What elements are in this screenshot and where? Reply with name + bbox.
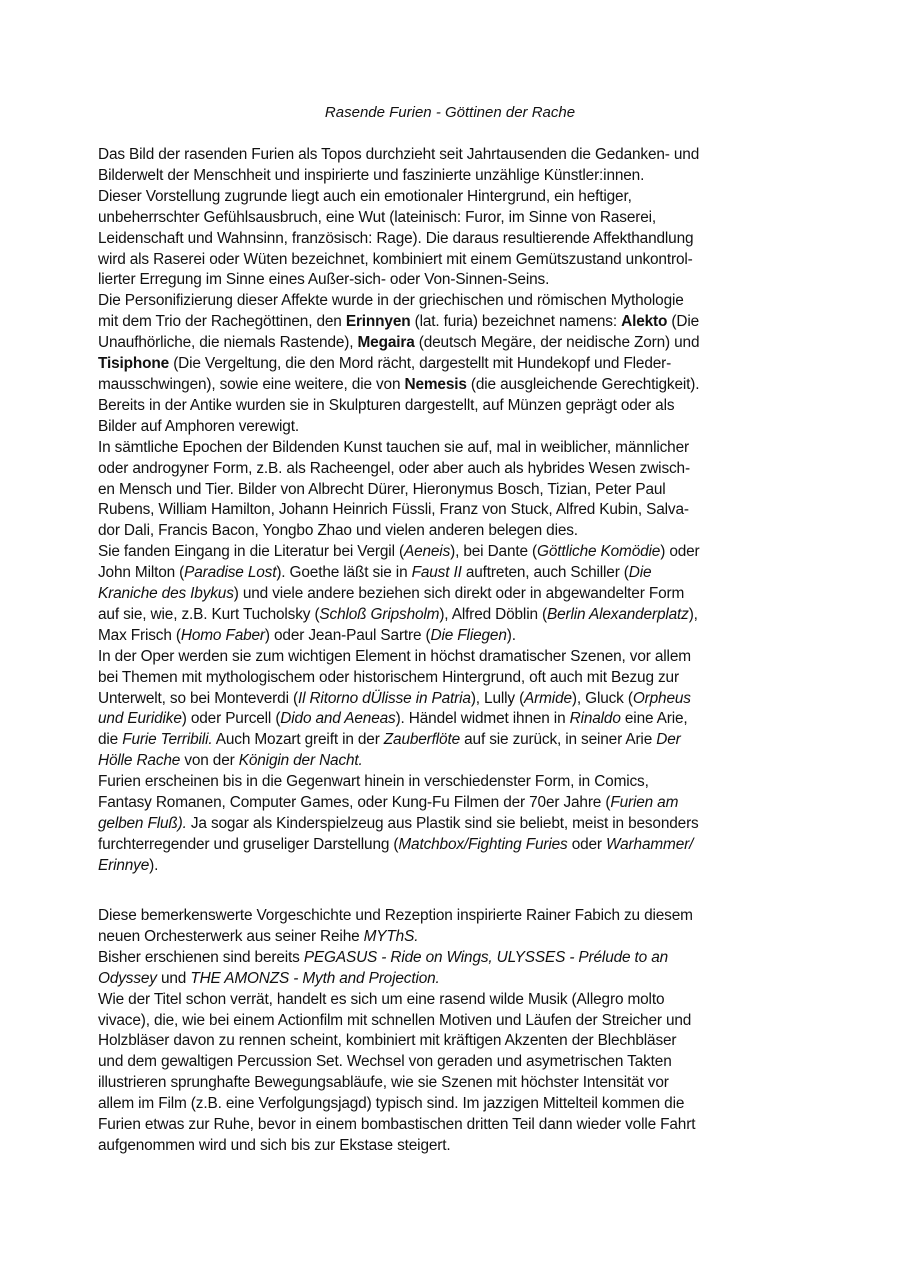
italic-text: MYThS. [363, 927, 419, 945]
text-line [98, 584, 806, 605]
text-segment: Max Frisch ( [98, 626, 181, 644]
italic-text: Königin der Nacht. [238, 752, 363, 770]
text-line [98, 521, 806, 542]
text-line [98, 500, 806, 521]
text-line [98, 291, 806, 312]
text-line [98, 948, 806, 969]
italic-text: Erinnye [98, 856, 150, 874]
bold-text: Nemesis [404, 375, 467, 393]
text-segment: Fantasy Romanen, Computer Games, oder Kung-Fu Filmen der 70er Jahre ( [98, 794, 611, 812]
text-line [98, 250, 806, 271]
text-segment: auf sie zurück, in seiner Arie [460, 731, 657, 749]
text-line [98, 270, 806, 291]
text-line [98, 312, 806, 333]
text-line [98, 417, 806, 438]
text-segment: Wie der Titel schon verrät, handelt es sich um eine rasend wilde Musik (Allegro molto [98, 990, 665, 1008]
text-segment: vivace), die, wie bei einem Actionfilm mit schnellen Motiven und Läufen der Streicher und [98, 1011, 692, 1029]
text-line [98, 709, 806, 730]
text-segment: Sie fanden Eingang in die Literatur bei Vergil ( [98, 543, 404, 561]
text-line [98, 1094, 806, 1115]
bold-text: Alekto [621, 313, 668, 331]
text-segment: illustrieren sprunghafte Bewegungsabläufe, wie sie Szenen mit höchster Intensität vor [98, 1074, 669, 1092]
text-line [98, 166, 806, 187]
italic-text: Schloß Gripsholm [319, 605, 440, 623]
text-line [98, 751, 806, 772]
text-line [98, 208, 806, 229]
text-segment: mit dem Trio der Rachegöttinen, den [98, 313, 346, 331]
text-segment: ), Alfred Döblin ( [439, 605, 547, 623]
text-line [98, 480, 806, 501]
text-line [98, 333, 806, 354]
text-segment: Furien etwas zur Ruhe, bevor in einem bombastischen dritten Teil dann wieder volle Fahrt [98, 1116, 696, 1134]
text-segment: oder [567, 835, 607, 853]
text-segment: ). Goethe läßt sie in [276, 564, 412, 582]
italic-text: gelben Fluß). [98, 815, 187, 832]
text-segment: Leidenschaft und Wahnsinn, französisch: Rage). Die daraus resultierende Affekthandlung [98, 229, 694, 247]
italic-text: Die [628, 564, 652, 582]
text-line [98, 396, 806, 417]
italic-text: Odyssey [98, 969, 157, 987]
text-line [98, 542, 806, 563]
text-segment: ), Gluck ( [571, 689, 633, 707]
text-segment: und dem gewaltigen Percussion Set. Wechsel von geraden und asymetrischen Takten [98, 1053, 672, 1071]
italic-text: THE AMONZS - Myth and Projection. [190, 969, 440, 987]
body-section-composition [98, 906, 806, 1157]
text-segment: unbeherrschter Gefühlsausbruch, eine Wut (lateinisch: Furor, im Sinne von Raserei, [98, 208, 657, 226]
italic-text: Rinaldo [569, 710, 621, 728]
text-segment: (Die Vergeltung, die den Mord rächt, dargestellt mit Hundekopf und Fleder- [169, 355, 672, 373]
text-segment: Holzbläser davon zu rennen scheint, kombiniert mit kräftigen Akzenten der Blechbläser [98, 1032, 677, 1050]
italic-text: PEGASUS - Ride on Wings, ULYSSES - Prélude to an [303, 948, 669, 966]
text-line [98, 1073, 806, 1094]
text-segment: dor Dali, Francis Bacon, Yongbo Zhao und vielen anderen belegen dies. [98, 522, 578, 540]
text-segment: allem im Film (z.B. eine Verfolgungsjagd) typisch sind. Im jazzigen Mittelteil kommen die [98, 1095, 685, 1113]
text-segment: ), [688, 605, 698, 623]
italic-text: Warhammer/ [606, 835, 694, 853]
text-segment: aufgenommen wird und sich bis zur Ekstase steigert. [98, 1136, 451, 1154]
bold-text: Megaira [357, 334, 415, 352]
text-segment: Das Bild der rasenden Furien als Topos durchzieht seit Jahrtausenden die Gedanken- und [98, 146, 700, 163]
italic-text: Paradise Lost [184, 564, 277, 582]
text-segment: die [98, 731, 123, 749]
text-line [98, 856, 806, 877]
text-segment: Bilderwelt der Menschheit und inspirierte und faszinierte unzählige Künstler:innen. [98, 166, 645, 184]
text-line [98, 906, 806, 927]
text-line [98, 668, 806, 689]
text-segment: Bereits in der Antike wurden sie in Skulpturen dargestellt, auf Münzen geprägt oder als [98, 396, 675, 414]
italic-text: Der [656, 731, 681, 749]
text-segment: ) oder Purcell ( [181, 710, 281, 728]
text-line [98, 145, 806, 166]
italic-text: Faust II [411, 564, 462, 582]
text-line [98, 689, 806, 710]
text-segment: wird als Raserei oder Wüten bezeichnet, kombiniert mit einem Gemütszustand unkontrol- [98, 250, 693, 268]
text-segment: Die Personifizierung dieser Affekte wurde in der griechischen und römischen Mythologie [98, 292, 684, 310]
text-line [98, 730, 806, 751]
text-segment: (die ausgleichende Gerechtigkeit). [466, 375, 700, 393]
text-segment: und [156, 969, 191, 987]
text-segment: ) oder [660, 543, 700, 561]
text-segment: eine Arie, [620, 710, 688, 728]
text-line [98, 990, 806, 1011]
text-segment: Bisher erschienen sind bereits [98, 948, 304, 966]
italic-text: Kraniche des Ibykus [98, 585, 234, 603]
text-segment: In der Oper werden sie zum wichtigen Element in höchst dramatischer Szenen, vor allem [98, 647, 691, 665]
italic-text: Zauberflöte [383, 731, 461, 749]
text-segment: Dieser Vorstellung zugrunde liegt auch ein emotionaler Hintergrund, ein heftiger, [98, 187, 632, 205]
text-segment: ), bei Dante ( [450, 543, 537, 561]
body-section-history [98, 145, 806, 877]
italic-text: Berlin Alexanderplatz [546, 605, 689, 623]
text-line [98, 835, 806, 856]
page-title: Rasende Furien - Göttinen der Rache [324, 104, 576, 121]
italic-text: Furie Terribili. [122, 731, 213, 749]
text-line [98, 1031, 806, 1052]
text-line [98, 354, 806, 375]
bold-text: Tisiphone [98, 355, 170, 373]
text-segment: furchterregender und gruseliger Darstellung ( [98, 835, 399, 853]
text-segment: ), Lully ( [470, 689, 525, 707]
italic-text: Göttliche Komödie [537, 543, 661, 561]
text-line [98, 969, 806, 990]
text-line [98, 187, 806, 208]
text-segment: Furien erscheinen bis in die Gegenwart hinein in verschiedenster Form, in Comics, [98, 773, 649, 791]
italic-text: Die Fliegen [430, 626, 507, 644]
text-segment: In sämtliche Epochen der Bildenden Kunst tauchen sie auf, mal in weiblicher, männlicher [98, 438, 689, 456]
text-line [98, 647, 806, 668]
bold-text: Erinnyen [345, 313, 411, 331]
text-segment: auf sie, wie, z.B. Kurt Tucholsky ( [98, 605, 320, 623]
italic-text: Orpheus [632, 689, 691, 707]
text-segment: (lat. furia) bezeichnet namens: [410, 313, 622, 331]
text-segment: lierter Erregung im Sinne eines Außer-sich- oder Von-Sinnen-Seins. [98, 271, 550, 289]
text-segment: bei Themen mit mythologischem oder historischem Hintergrund, oft auch mit Bezug zur [98, 668, 679, 686]
text-line [98, 626, 806, 647]
text-line [98, 1011, 806, 1032]
text-segment: von der [180, 752, 239, 770]
text-segment: mausschwingen), sowie eine weitere, die von [98, 375, 405, 393]
italic-text: Dido and Aeneas [280, 710, 396, 728]
text-segment: John Milton ( [98, 564, 185, 582]
text-line [98, 229, 806, 250]
text-segment: ). [149, 856, 159, 874]
text-line [98, 814, 806, 835]
text-line [98, 459, 806, 480]
italic-text: Furien am [610, 794, 679, 812]
text-line [98, 375, 806, 396]
italic-text: Matchbox/Fighting Furies [398, 835, 568, 853]
text-segment: ) und viele andere beziehen sich direkt oder in abgewandelter Form [233, 585, 685, 603]
italic-text: und Euridike [98, 710, 182, 728]
text-segment: oder androgyner Form, z.B. als Racheengel, oder aber auch als hybrides Wesen zwisch- [98, 459, 690, 477]
text-segment: Unterwelt, so bei Monteverdi ( [98, 689, 298, 707]
text-segment: Unaufhörliche, die niemals Rastende), [98, 334, 358, 352]
italic-text: Armide [524, 689, 572, 707]
italic-text: Il Ritorno dÜlisse in Patria [297, 689, 471, 707]
italic-text: Homo Faber [180, 626, 265, 644]
text-line [98, 605, 806, 626]
text-segment: Rubens, William Hamilton, Johann Heinrich Füssli, Franz von Stuck, Alfred Kubin, Salva- [98, 501, 689, 519]
text-line [98, 1115, 806, 1136]
text-line [98, 772, 806, 793]
text-segment: Ja sogar als Kinderspielzeug aus Plastik sind sie beliebt, meist in besonders [186, 815, 699, 832]
text-line [98, 1052, 806, 1073]
text-line [98, 927, 806, 948]
text-segment: ). Händel widmet ihnen in [395, 710, 570, 728]
text-line [98, 1136, 806, 1157]
text-segment: ). [506, 626, 516, 644]
text-segment: en Mensch und Tier. Bilder von Albrecht Dürer, Hieronymus Bosch, Tizian, Peter Paul [98, 480, 666, 498]
text-line [98, 438, 806, 459]
text-segment: ) oder Jean-Paul Sartre ( [264, 626, 431, 644]
italic-text: Hölle Rache [98, 752, 181, 770]
text-segment: Auch Mozart greift in der [212, 731, 384, 749]
text-segment: (deutsch Megäre, der neidische Zorn) und [414, 334, 700, 352]
text-segment: neuen Orchesterwerk aus seiner Reihe [98, 927, 364, 945]
italic-text: Aeneis [403, 543, 451, 561]
text-segment: (Die [667, 313, 699, 331]
text-segment: auftreten, auch Schiller ( [461, 564, 629, 582]
text-segment: Bilder auf Amphoren verewigt. [98, 417, 299, 435]
text-line [98, 793, 806, 814]
text-segment: Diese bemerkenswerte Vorgeschichte und Rezeption inspirierte Rainer Fabich zu diesem [98, 907, 693, 924]
text-line [98, 563, 806, 584]
